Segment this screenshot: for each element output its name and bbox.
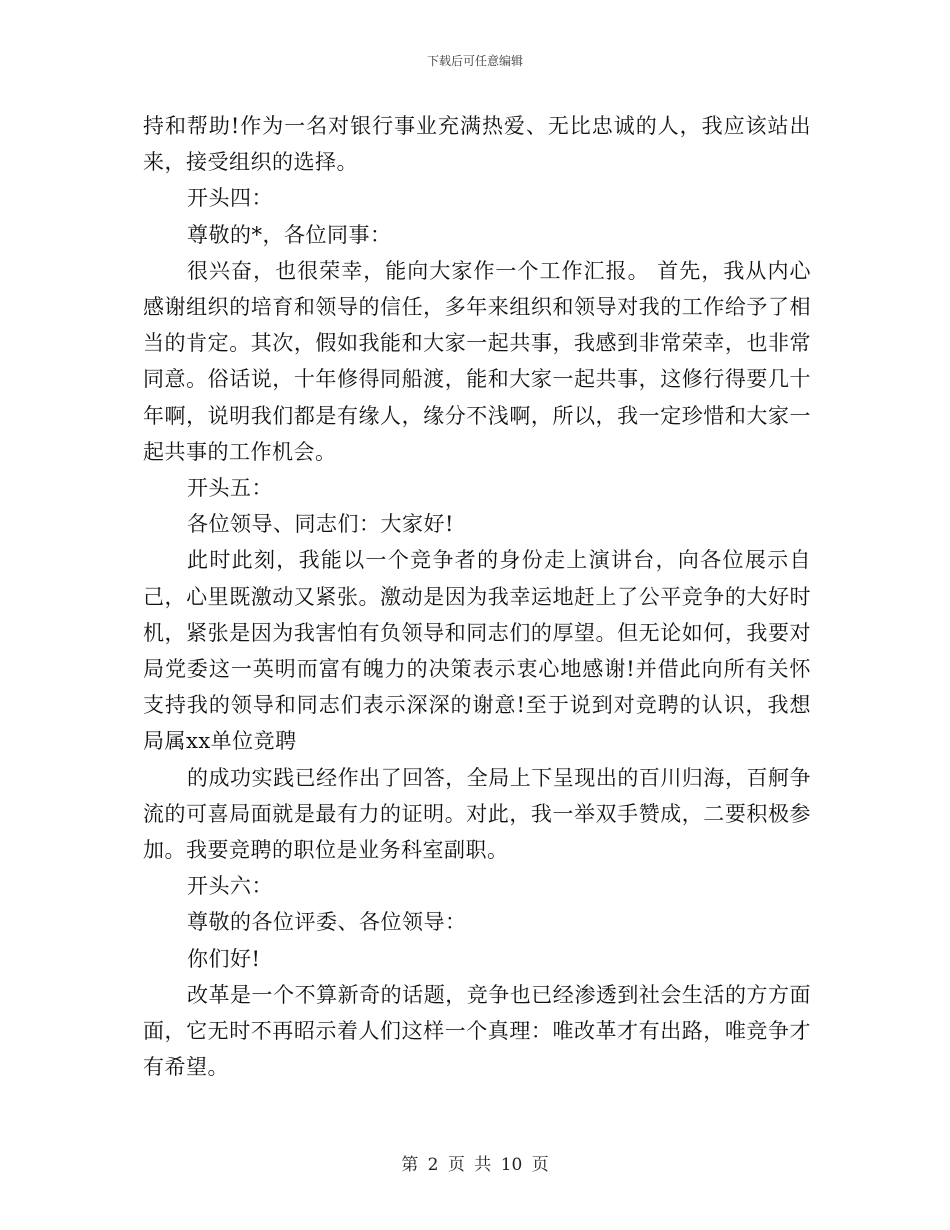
section-heading-6: 开头六： <box>187 874 273 899</box>
paragraph-5b: 的成功实践已经作出了回答，全局上下呈现出的百川归海，百舸争流的可喜局面就是最有力的证明。对此，我一举双手赞成，二要积极参加。我要竞聘的职位是业务科室副职。 <box>143 765 811 863</box>
paragraph-6: 改革是一个不算新奇的话题，竞争也已经渗透到社会生活的方方面面，它无时不再昭示着人们这样一个真理：唯改革才有出路，唯竞争才有希望。 <box>143 982 811 1080</box>
page-header: 下载后可任意编辑 <box>426 54 523 68</box>
salutation-4: 尊敬的*，各位同事： <box>187 222 392 247</box>
paragraph-5a: 此时此刻，我能以一个竞争者的身份走上演讲台，向各位展示自己，心里既激动又紧张。激动是因为我幸运地赶上了公平竞争的大好时机，紧张是因为我害怕有负领导和同志们的厚望。但无论如何，我要对局党委这一英明而富有魄力的决策表示衷心地感谢!并借此向所有关怀支持我的领导和同志们表示深深的谢意!至于说到对竞聘的认识，我想局属xx单位竞聘 <box>143 548 811 754</box>
section-heading-5: 开头五： <box>187 476 273 501</box>
paragraph-4: 很兴奋，也很荣幸，能向大家作一个工作汇报。 首先，我从内心感谢组织的培育和领导的信任，多年来组织和领导对我的工作给予了相当的肯定。其次，假如我能和大家一起共事，我感到非常荣幸，也非常同意。俗话说，十年修得同船渡，能和大家一起共事，这修行得要几十年啊，说明我们都是有缘人，缘分不浅啊，所以，我一定珍惜和大家一起共事的工作机会。 <box>143 258 811 464</box>
page-footer: 第 2 页 共 10 页 <box>401 1155 549 1175</box>
section-heading-4: 开头四： <box>187 186 273 211</box>
greeting-6: 你们好! <box>187 946 261 971</box>
paragraph-continuation: 持和帮助!作为一名对银行事业充满热爱、无比忠诚的人，我应该站出来，接受组织的选择。 <box>143 114 811 175</box>
salutation-6: 尊敬的各位评委、各位领导： <box>187 910 467 935</box>
salutation-5: 各位领导、同志们：大家好! <box>187 512 454 537</box>
document-body <box>143 108 811 1085</box>
